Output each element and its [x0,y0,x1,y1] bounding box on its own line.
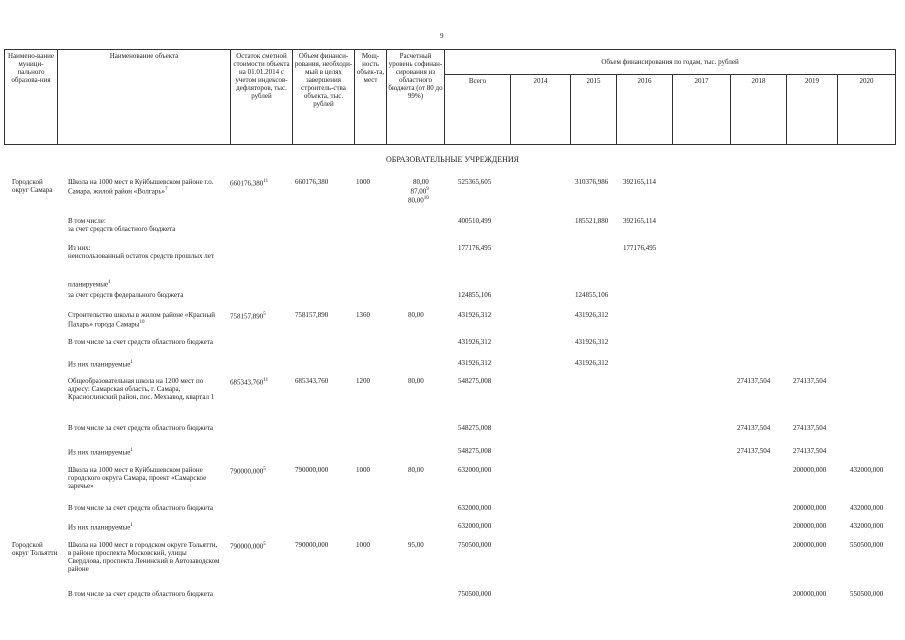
row-object-name: В том числе за счет средств областного бюджета [68,504,214,512]
page-number: 9 [440,32,444,40]
row-value-y2016: 177176,495 [623,244,657,252]
header-year: 2015 [571,75,617,145]
row-value-y2015: 310376,986 [575,178,609,186]
row-balance: 790000,000$^5$ [230,542,266,551]
row-balance: 790000,000$^5$ [230,467,266,476]
row-value-total: 525365,605 [458,178,492,186]
row-value-y2018: 274137,504 [737,424,771,432]
row-capacity: 1000 [356,541,370,549]
row-value-y2020: 432000,000 [850,466,884,474]
row-value-total: 400510,499 [458,217,492,225]
header-volume: Объем финанси-рования, необходи-мый в целях завершения строитель-ства объекта, тыс. рублей [293,50,355,145]
table-header [4,49,896,145]
row-level: 95,00 [408,541,424,549]
row-value-y2019: 200000,000 [793,466,827,474]
row-volume: 758157,890 [295,311,329,319]
row-volume: 790000,000 [295,541,329,549]
row-value-total: 431926,312 [458,359,492,367]
row-object-name: планируемые$^1$ [68,280,111,289]
row-level: 80,00 [408,377,424,385]
row-level: 80,00 87,00$^9$ 80,00$^{10}$ [408,178,429,205]
row-value-y2019: 274137,504 [793,447,827,455]
header-balance: Остаток сметной стоимости объекта на 01.01.2014 с учетом индексов-дефляторов, тыс. рублей [231,50,293,145]
row-value-y2015: 124855,106 [575,291,609,299]
row-object-name: Из них планируемые$^1$ [68,448,133,457]
row-value-total: 632000,000 [458,504,492,512]
row-value-y2020: 432000,000 [850,504,884,512]
row-balance: 758157,890$^5$ [230,312,266,321]
row-value-y2019: 200000,000 [793,541,827,549]
section-title: ОБРАЗОВАТЕЛЬНЫЕ УЧРЕЖДЕНИЯ [386,155,519,164]
row-value-y2015: 431926,312 [575,359,609,367]
row-value-y2019: 274137,504 [793,424,827,432]
row-value-total: 632000,000 [458,466,492,474]
row-object-name: Общеобразовательная школа на 1200 мест по адресу: Самарская область, г. Самара, Красноглинский район, пос. Мехзавод, квартал 1 [68,377,215,401]
row-value-y2019: 200000,000 [793,522,827,530]
row-object-name: В том числе за счет средств областного бюджета [68,338,214,346]
row-balance: 660176,380$^{11}$ [230,179,269,188]
header-capacity: Мощ-ность объек-та, мест [355,50,387,145]
row-object-name: Из них планируемые$^1$ [68,360,133,369]
header-year: 2016 [617,75,673,145]
row-object-name: Строительство школы в жилом районе «Красный Пахарь» города Самары$^{10}$ [68,311,215,329]
row-value-y2020: 550500,000 [850,590,884,598]
row-value-total: 431926,312 [458,338,492,346]
row-value-y2020: 550500,000 [850,541,884,549]
row-value-y2015: 431926,312 [575,338,609,346]
row-object-name: Школа на 1000 мест в Куйбышевском районе городского округа Самара, проект «Самарское заречье» [68,466,207,490]
row-value-total: 750500,000 [458,590,492,598]
row-capacity: 1000 [356,178,370,186]
row-value-total: 632000,000 [458,522,492,530]
header-total: Всего [445,75,511,145]
row-object-name: Школа на 1000 мест в городском округе Тольятти, в районе проспекта Московский, улицы Свердлова, проспекта Ленинский в Автозаводском районе [68,541,220,573]
row-volume: 660176,380 [295,178,329,186]
row-object-name: В том числе: за счет средств областного бюджета [68,217,176,233]
row-object-name: Из них планируемые$^1$ [68,523,133,532]
row-value-y2015: 431926,312 [575,311,609,319]
row-object-name: Школа на 1000 мест в Куйбышевском районе г.о. Самара, жилой район «Волгарь»$^7$ [68,178,214,196]
row-value-y2020: 432000,000 [850,522,884,530]
row-capacity: 1000 [356,466,370,474]
row-municipality: Городской округ Самара [12,178,53,194]
header-year: 2020 [838,75,896,145]
header-year: 2019 [787,75,838,145]
row-value-total: 548275,008 [458,377,492,385]
row-value-total: 431926,312 [458,311,492,319]
row-value-y2019: 274137,504 [793,377,827,385]
row-value-y2016: 392165,114 [623,217,656,225]
row-value-y2018: 274137,504 [737,377,771,385]
header-funding: Объем финансирования по годам, тыс. рублей [445,50,896,75]
row-capacity: 1200 [356,377,370,385]
row-level: 80,00 [408,466,424,474]
row-value-total: 124855,106 [458,291,492,299]
row-value-y2018: 274137,504 [737,447,771,455]
row-value-total: 548275,008 [458,424,492,432]
header-municipality: Наимено-вание муници-пального образова-ния [5,50,58,145]
row-value-y2016: 392165,114 [623,178,656,186]
header-year: 2014 [511,75,571,145]
header-year: 2017 [673,75,731,145]
row-volume: 790000,000 [295,466,329,474]
row-value-total: 750500,000 [458,541,492,549]
header-year: 2018 [731,75,787,145]
row-balance: 685343,760$^{11}$ [230,378,269,387]
row-object-name: Из них: неиспользованный остаток средств прошлых лет [68,244,214,260]
row-value-y2019: 200000,000 [793,590,827,598]
row-capacity: 1360 [356,311,370,319]
row-volume: 685343,760 [295,377,329,385]
header-level: Расчетный уровень софинан-сирования из областного бюджета (от 80 до 99%) [387,50,445,145]
row-object-name: за счет средств федерального бюджета [68,291,184,299]
row-municipality: Городской округ Тольятти [12,541,58,557]
row-value-total: 177176,495 [458,244,492,252]
header-object-name: Наименование объекта [58,50,231,145]
row-object-name: В том числе за счет средств областного бюджета [68,424,214,432]
row-value-total: 548275,008 [458,447,492,455]
row-object-name: В том числе за счет средств областного бюджета [68,590,214,598]
row-level: 80,00 [408,311,424,319]
row-value-y2019: 200000,000 [793,504,827,512]
row-value-y2015: 185521,880 [575,217,609,225]
